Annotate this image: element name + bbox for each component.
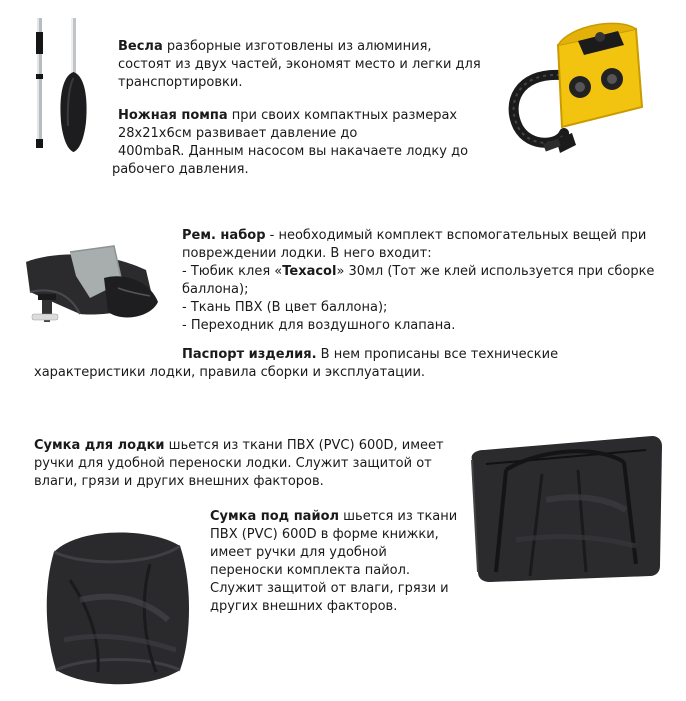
boat-bag-line: ручки для удобной переноски лодки. Служит защитой от — [34, 456, 432, 471]
oars-line: транспортировки. — [118, 75, 243, 90]
repair-kit-line: » 30мл (Тот же клей используется при сборке — [336, 264, 655, 279]
floor-bag-line: шьется из ткани — [339, 509, 458, 524]
pump-title: Ножная помпа — [118, 108, 228, 123]
passport-description — [182, 346, 652, 364]
pump-line: рабочего давления. — [112, 162, 249, 177]
passport-line: характеристики лодки, правила сборки и эксплуатации. — [34, 365, 426, 380]
passport-title: Паспорт изделия. — [182, 347, 317, 362]
glue-brand: Texacol — [282, 264, 337, 279]
boat-bag-line: влаги, грязи и других внешних факторов. — [34, 474, 324, 489]
repair-kit-line: баллона); — [182, 282, 249, 297]
floor-bag-line: переноски комплекта пайол. — [210, 563, 411, 578]
floor-bag-image — [40, 520, 200, 695]
foot-pump-image — [500, 15, 650, 165]
oars-image — [28, 14, 108, 154]
repair-kit-line: - Ткань ПВХ (В цвет баллона); — [182, 300, 388, 315]
repair-kit-title: Рем. набор — [182, 228, 266, 243]
floor-bag-line: имеет ручки для удобной — [210, 545, 387, 560]
pump-description — [118, 107, 498, 161]
boat-bag-image — [466, 430, 666, 590]
boat-bag-title: Сумка для лодки — [34, 438, 165, 453]
repair-kit-line: - Переходник для воздушного клапана. — [182, 318, 456, 333]
boat-bag-description — [34, 437, 454, 491]
pump-line: при своих компактных размерах — [227, 108, 458, 123]
pump-line: 400mbaR. Данным насосом вы накачаете лодку до — [118, 144, 469, 159]
repair-kit-line: - необходимый комплект вспомогательных вещей при — [265, 228, 647, 243]
passport-description-cont — [34, 364, 504, 382]
floor-bag-line: Служит защитой от влаги, грязи и — [210, 581, 449, 596]
oars-line: состоят из двух частей, экономят место и легки для — [118, 57, 481, 72]
oars-line: разборные изготовлены из алюминия, — [162, 39, 432, 54]
passport-line: В нем прописаны все технические — [316, 347, 559, 362]
pump-last-line — [112, 161, 492, 179]
boat-bag-line: шьется из ткани ПВХ (PVC) 600D, имеет — [164, 438, 444, 453]
pump-line: 28х21х6см развивает давление до — [118, 126, 358, 141]
repair-kit-line: повреждении лодки. В него входит: — [182, 246, 432, 261]
repair-kit-image — [18, 232, 168, 332]
floor-bag-line: ПВХ (PVC) 600D в форме книжки, — [210, 527, 439, 542]
repair-kit-line: - Тюбик клея « — [182, 264, 283, 279]
floor-bag-line: других внешних факторов. — [210, 599, 398, 614]
floor-bag-title: Сумка под пайол — [210, 509, 340, 524]
repair-kit-description — [182, 227, 662, 335]
oars-description — [118, 38, 498, 92]
floor-bag-description — [210, 508, 460, 616]
oars-title: Весла — [118, 39, 163, 54]
